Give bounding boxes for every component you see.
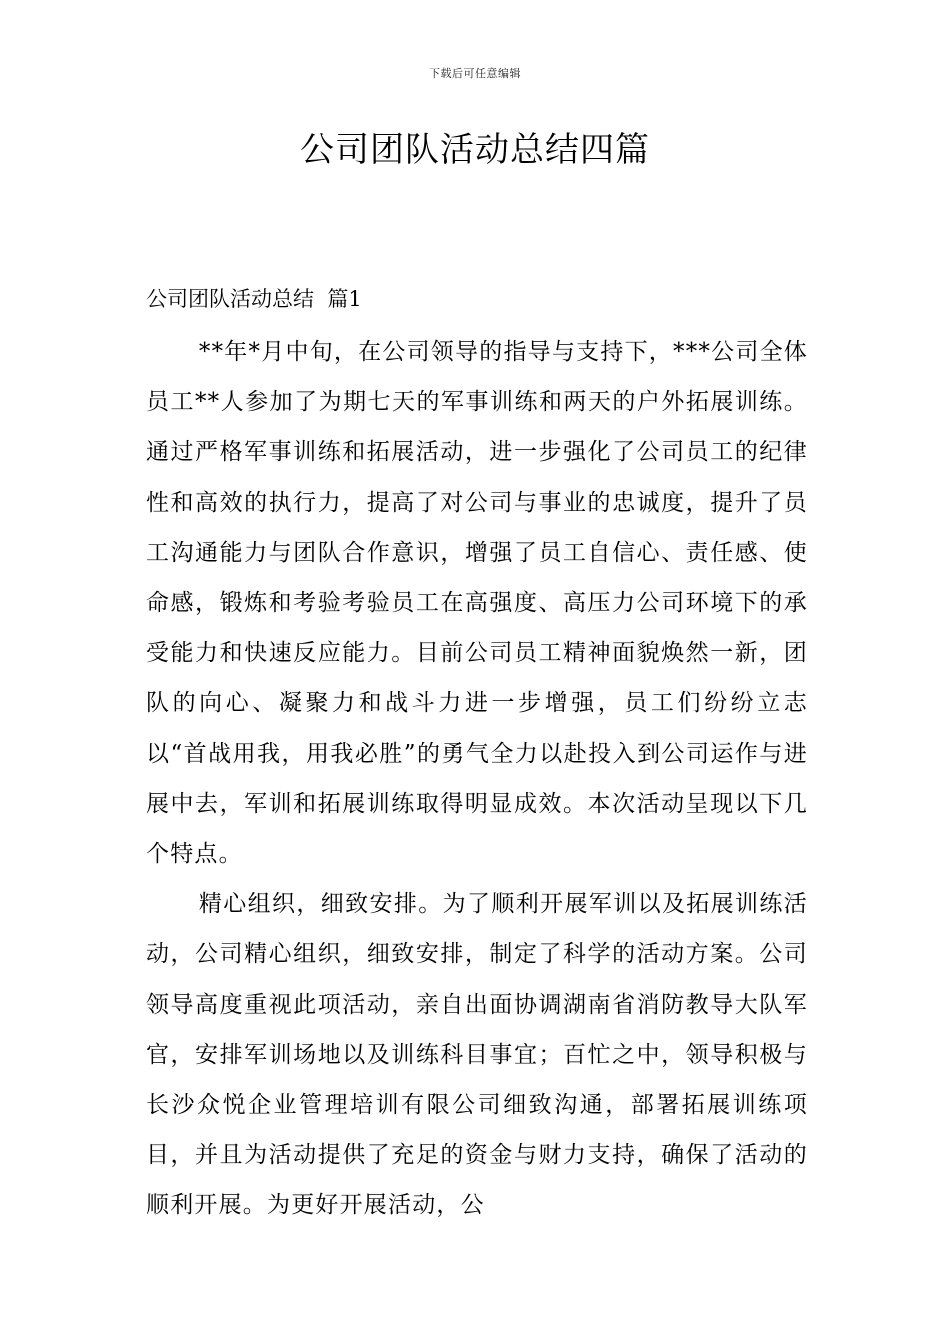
document-title: 公司团队活动总结四篇 [300,130,650,170]
section-heading: 公司团队活动总结 篇1 [146,287,362,311]
header-note: 下载后可任意编辑 [429,67,521,80]
paragraph-1: **年*月中旬，在公司领导的指导与支持下，***公司全体员工**人参加了为期七天的军事训练和两天的户外拓展训练。通过严格军事训练和拓展活动，进一步强化了公司员工的纪律性和高效的执行力，提高了对公司与事业的忠诚度，提升了员工沟通能力与团队合作意识，增强了员工自信心、责任感、使命感，锻炼和考验考验员工在高强度、高压力公司环境下的承受能力和快速反应能力。目前公司员工精神面貌焕然一新，团队的向心、凝聚力和战斗力进一步增强，员工们纷纷立志以“首战用我，用我必胜”的勇气全力以赴投入到公司运作与进展中去，军训和拓展训练取得明显成效。本次活动呈现以下几个特点。 [146,339,808,868]
body-text [146,327,808,1231]
paragraph-2: 精心组织，细致安排。为了顺利开展军训以及拓展训练活动，公司精心组织，细致安排，制定了科学的活动方案。公司领导高度重视此项活动，亲自出面协调湖南省消防教导大队军官，安排军训场地以及训练科目事宜；百忙之中，领导积极与长沙众悦企业管理培训有限公司细致沟通，部署拓展训练项目，并且为活动提供了充足的资金与财力支持，确保了活动的顺利开展。为更好开展活动，公 [146,891,808,1219]
